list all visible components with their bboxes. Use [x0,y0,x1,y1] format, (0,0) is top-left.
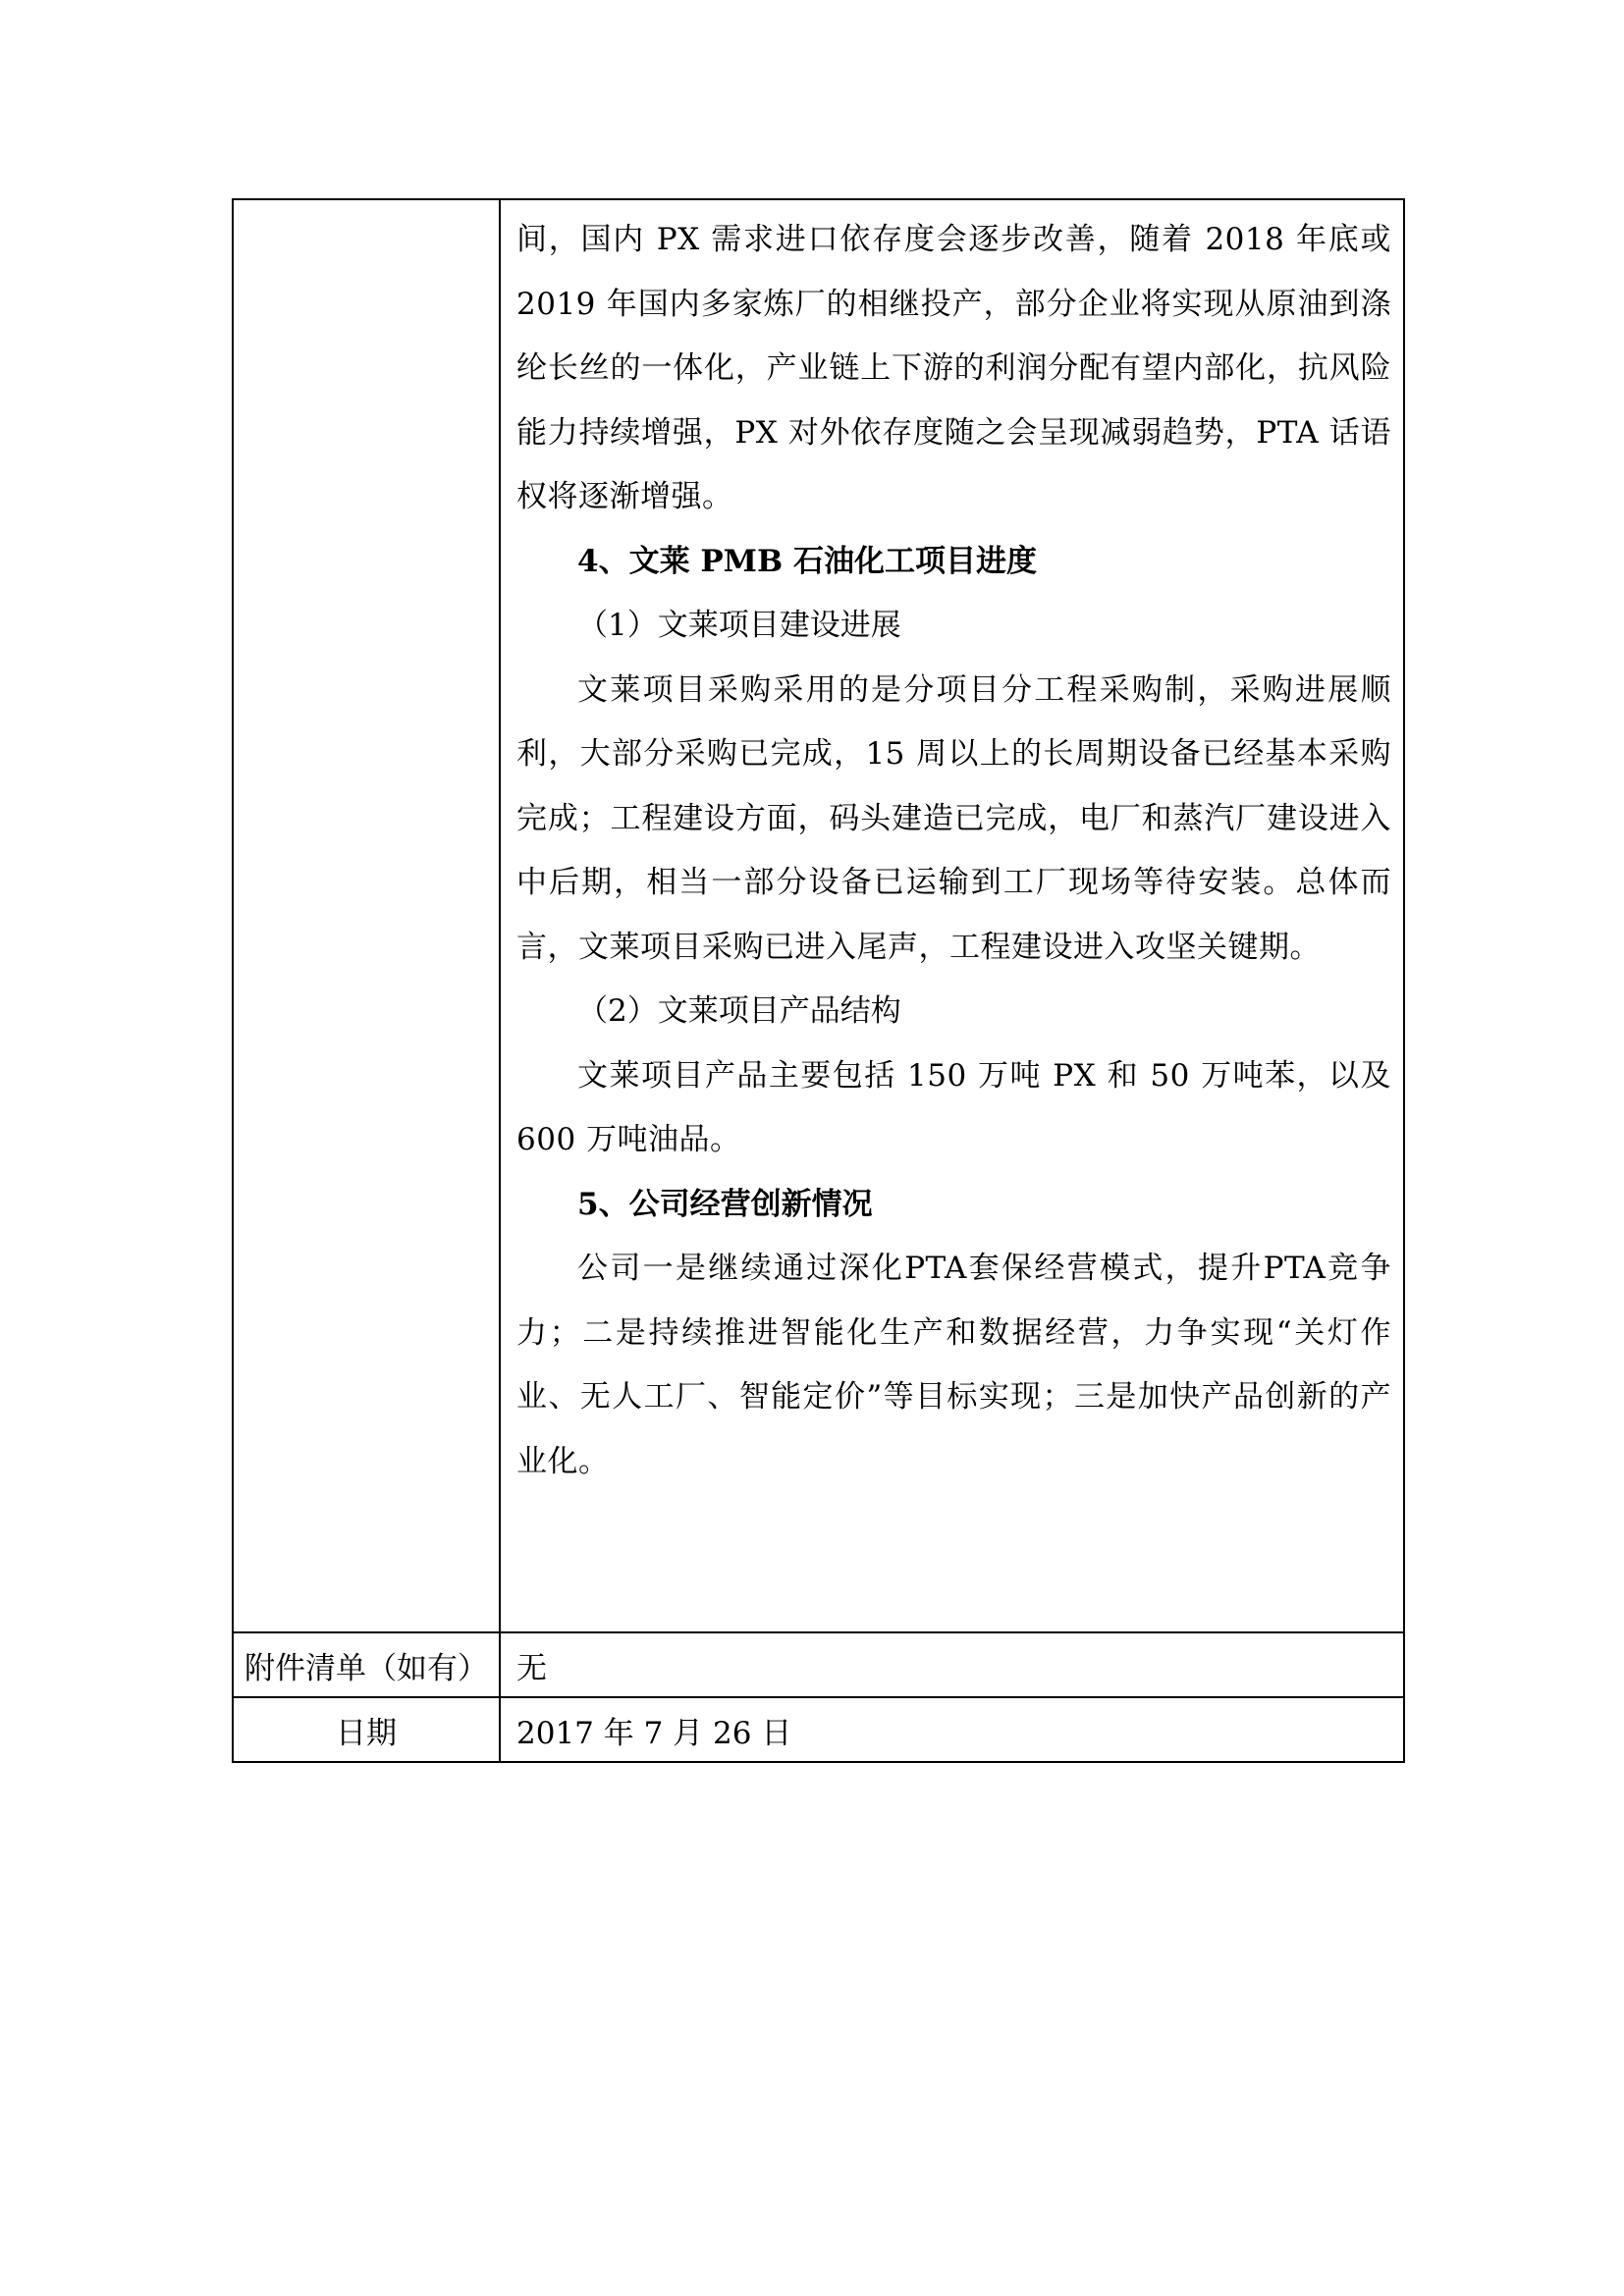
attachments-row [233,1632,1404,1697]
section-4-subheading-2: （2）文莱项目产品结构 [577,993,901,1029]
date-row [233,1697,1404,1762]
attachments-value: 无 [500,1632,1404,1697]
continued-paragraph: 间，国内 PX 需求进口依存度会逐步改善，随着 2018 年底或 2019 年国内多家炼厂的相继投产，部分企业将实现从原油到涤纶长丝的一体化，产业链上下游的利润分配有望内部化，抗风险能力持续增强，PX 对外依存度随之会呈现减弱趋势，PTA 话语权将逐渐增强。 [516,222,1391,514]
document-table [232,198,1405,1763]
section-4-heading: 4、文莱 PMB 石油化工项目进度 [577,543,1037,579]
section-5-heading: 5、公司经营创新情况 [577,1186,873,1222]
date-label: 日期 [233,1697,500,1762]
section-4-subheading-1: （1）文莱项目建设进展 [577,608,901,643]
attachments-label: 附件清单（如有） [233,1632,500,1697]
section-4-paragraph-1: 文莱项目采购采用的是分项目分工程采购制，采购进展顺利，大部分采购已完成，15 周以上的长周期设备已经基本采购完成；工程建设方面，码头建造已完成，电厂和蒸汽厂建设进入中后期，相当一部分设备已运输到工厂现场等待安装。总体而言，文莱项目采购已进入尾声，工程建设进入攻坚关键期。 [516,671,1391,965]
content-cell [500,199,1404,1632]
content-label-cell [233,199,500,1632]
content-row [233,199,1404,1632]
section-4-paragraph-2: 文莱项目产品主要包括 150 万吨 PX 和 50 万吨苯，以及 600 万吨油品。 [516,1057,1391,1157]
date-value: 2017 年 7 月 26 日 [500,1697,1404,1762]
section-5-paragraph: 公司一是继续通过深化PTA套保经营模式，提升PTA竞争力；二是持续推进智能化生产和数据经营，力争实现“关灯作业、无人工厂、智能定价”等目标实现；三是加快产品创新的产业化。 [516,1251,1391,1479]
